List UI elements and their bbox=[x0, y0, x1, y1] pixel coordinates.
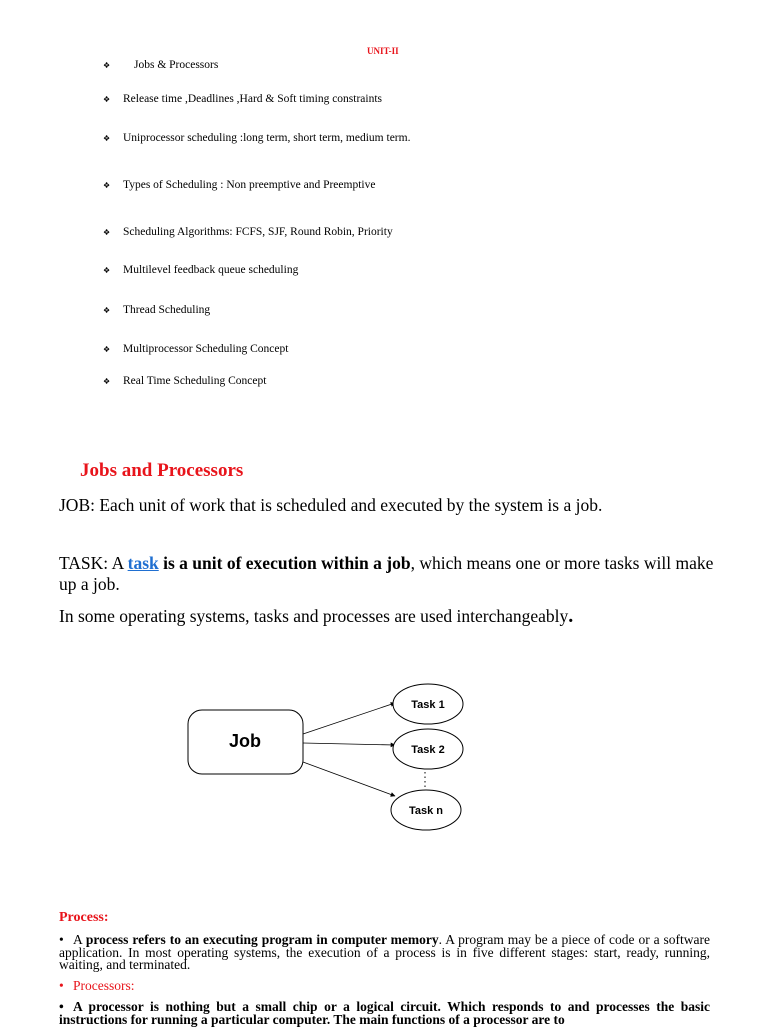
section-title: Jobs and Processors bbox=[80, 460, 244, 481]
list-item: ❖ Real Time Scheduling Concept bbox=[103, 375, 267, 387]
task-link[interactable]: task bbox=[127, 553, 159, 573]
job-definition: JOB: Each unit of work that is scheduled and executed by the system is a job. bbox=[59, 495, 603, 515]
bullet-icon: • bbox=[59, 932, 64, 947]
arrow-task-1 bbox=[303, 703, 395, 734]
job-task-diagram bbox=[185, 680, 475, 840]
diamond-bullet-icon: ❖ bbox=[103, 134, 111, 143]
processor-bullet: • A processor is nothing but a small chip or a logical circuit. Which responds to and processes the basic instructions for running a particular computer. The main functions of a processor are to bbox=[59, 999, 710, 1027]
task-n-label: Task n bbox=[408, 805, 444, 817]
task-definition: TASK: A task is a unit of execution within a job, which means one or more tasks will make up a job. bbox=[59, 553, 714, 594]
process-bullet: • A process refers to an executing program in computer memory. A program may be a piece of code or a software application. In most operating systems, the execution of a process is in five different stages: start, ready, running, waiting, and terminated. bbox=[59, 932, 710, 972]
diamond-bullet-icon: ❖ bbox=[103, 95, 111, 104]
diamond-bullet-icon: ❖ bbox=[103, 228, 111, 237]
unit-heading: UNIT-II bbox=[367, 46, 399, 56]
diamond-bullet-icon: ❖ bbox=[103, 266, 111, 275]
list-item: ❖ Uniprocessor scheduling :long term, short term, medium term. bbox=[103, 132, 411, 144]
diamond-bullet-icon: ❖ bbox=[103, 345, 111, 354]
bullet-icon: • bbox=[59, 999, 64, 1014]
diamond-bullet-icon: ❖ bbox=[103, 306, 111, 315]
interchange-note: In some operating systems, tasks and processes are used interchangeably. bbox=[59, 605, 574, 627]
list-item: ❖ Jobs & Processors bbox=[103, 59, 219, 71]
list-item: ❖ Thread Scheduling bbox=[103, 304, 211, 316]
task-1-label: Task 1 bbox=[411, 699, 445, 711]
list-item: ❖ Types of Scheduling : Non preemptive and Preemptive bbox=[103, 179, 376, 191]
arrow-task-n bbox=[303, 762, 395, 796]
list-item: ❖ Scheduling Algorithms: FCFS, SJF, Round Robin, Priority bbox=[103, 226, 393, 238]
diamond-bullet-icon: ❖ bbox=[103, 61, 111, 70]
list-item: ❖ Release time ,Deadlines ,Hard & Soft timing constraints bbox=[103, 93, 383, 105]
job-label: Job bbox=[228, 731, 262, 751]
arrow-task-2 bbox=[303, 743, 395, 745]
bullet-icon: • bbox=[59, 978, 64, 993]
list-item: ❖ Multiprocessor Scheduling Concept bbox=[103, 343, 289, 355]
diamond-bullet-icon: ❖ bbox=[103, 377, 111, 386]
task-2-label: Task 2 bbox=[411, 744, 445, 756]
list-item: ❖ Multilevel feedback queue scheduling bbox=[103, 264, 299, 276]
diamond-bullet-icon: ❖ bbox=[103, 181, 111, 190]
process-heading: Process: bbox=[59, 910, 109, 925]
processors-label: • Processors: bbox=[59, 978, 135, 993]
